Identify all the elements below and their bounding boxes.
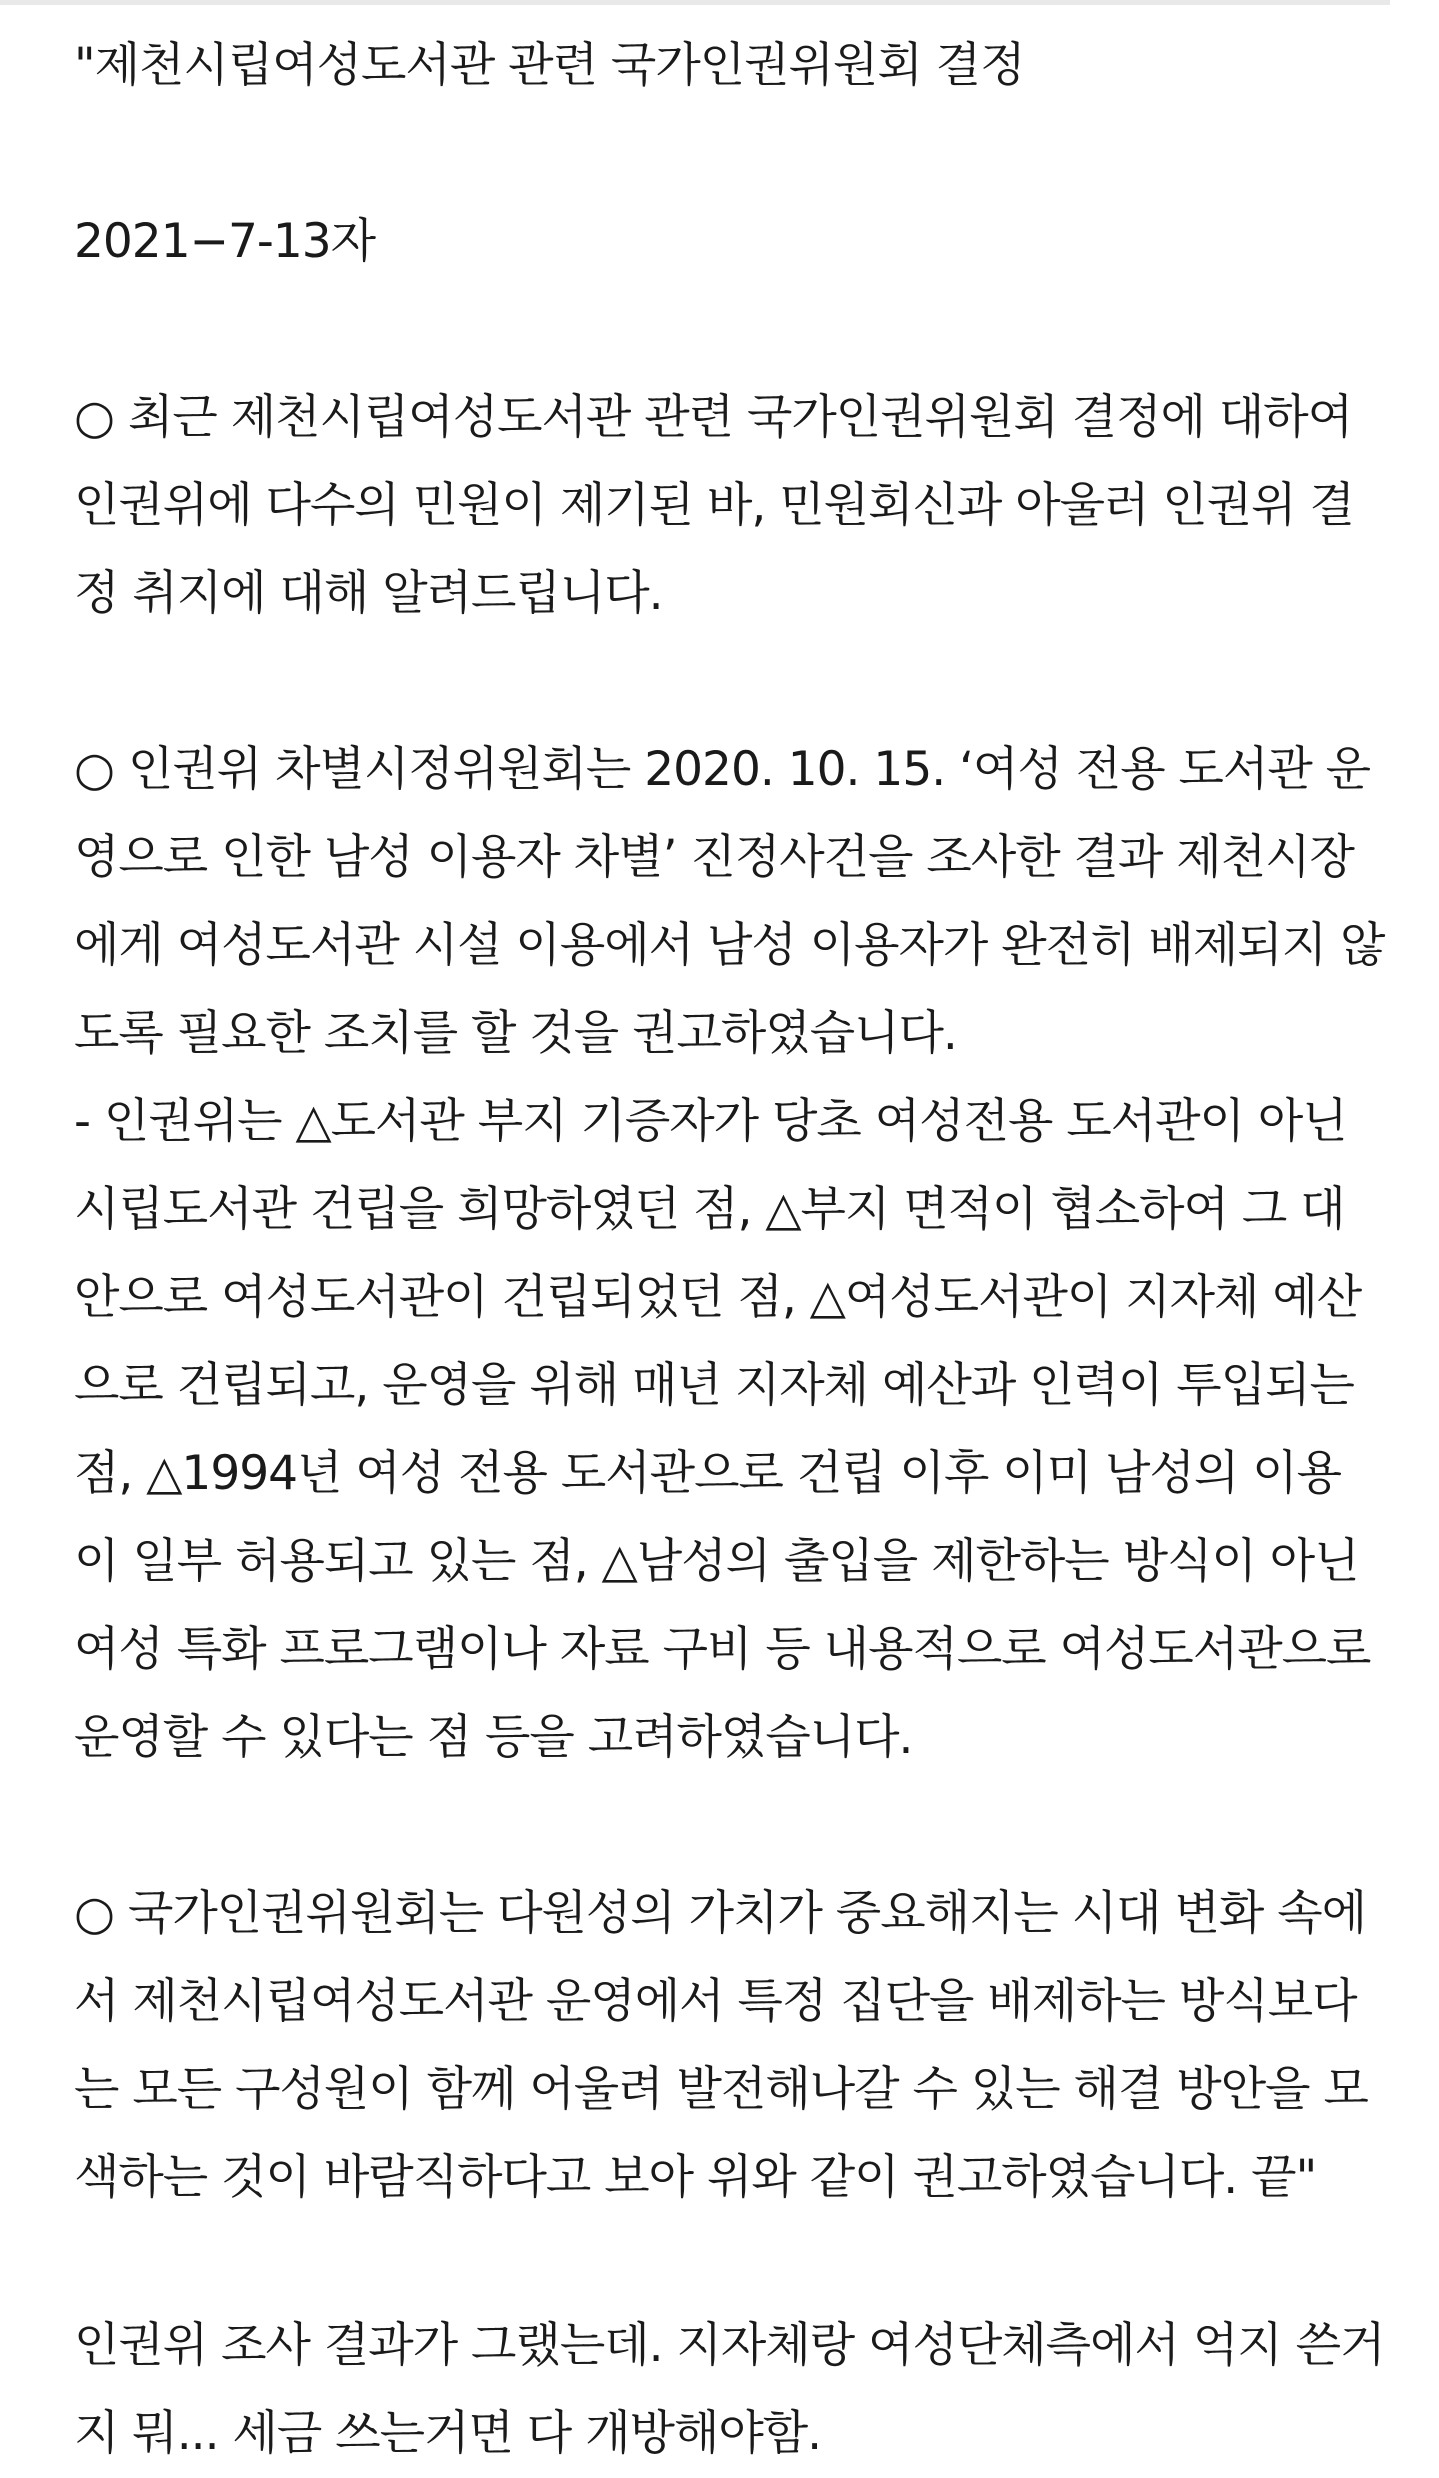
paragraph-considerations: - 인권위는 △도서관 부지 기증자가 당초 여성전용 도서관이 아닌 시립도서관 건립을 희망하였던 점, △부지 면적이 협소하여 그 대 안으로 여성도서관이 건립되었던 점, △여성도서관이 지자체 예산 으로 건립되고, 운영을 위해 매년 지자체 예산과 인력이 투입되는 점, △1994년 여성 전용 도서관으로 건립 이후 이미 남성의 이용 이 일부 허용되고 있는 점, △남성의 출입을 제한하는 방식이 아닌 여성 특화 프로그램이나 자료 구비 등 내용적으로 여성도서관으로 운영할 수 있다는 점 등을 고려하였습니다. xyxy=(74,1094,1371,1765)
paragraph-recommendation: ○ 인권위 차별시정위원회는 2020. 10. 15. ‘여성 전용 도서관 운 영으로 인한 남성 이용자 차별’ 진정사건을 조사한 결과 제천시장 에게 여성도서관 시설 이용에서 남성 이용자가 완전히 배제되지 않 도록 필요한 조치를 할 것을 권고하였습니다. xyxy=(74,742,1385,1061)
post-date: 2021−7-13자 xyxy=(74,214,376,269)
paragraph-intro: ○ 최근 제천시립여성도서관 관련 국가인권위원회 결정에 대하여 인권위에 다수의 민원이 제기된 바, 민원회신과 아울러 인권위 결 정 취지에 대해 알려드립니다. xyxy=(74,390,1354,621)
top-divider xyxy=(0,0,1390,5)
spacer xyxy=(74,110,1389,198)
spacer xyxy=(74,286,1389,374)
post-title: "제천시립여성도서관 관련 국가인권위원회 결정 xyxy=(74,38,1025,93)
spacer xyxy=(74,1782,1389,1870)
spacer xyxy=(74,2222,1389,2302)
spacer xyxy=(74,638,1389,726)
post-body xyxy=(74,22,1389,2478)
author-comment: 인권위 조사 결과가 그랬는데. 지자체랑 여성단체측에서 억지 쓴거 지 뭐... 세금 쓰는거면 다 개방해야함. xyxy=(74,2318,1385,2461)
paragraph-conclusion: ○ 국가인권위원회는 다원성의 가치가 중요해지는 시대 변화 속에 서 제천시립여성도서관 운영에서 특정 집단을 배제하는 방식보다 는 모든 구성원이 함께 어울려 발전해나갈 수 있는 해결 방안을 모 색하는 것이 바람직하다고 보아 위와 같이 권고하였습니다. 끝" xyxy=(74,1886,1368,2205)
